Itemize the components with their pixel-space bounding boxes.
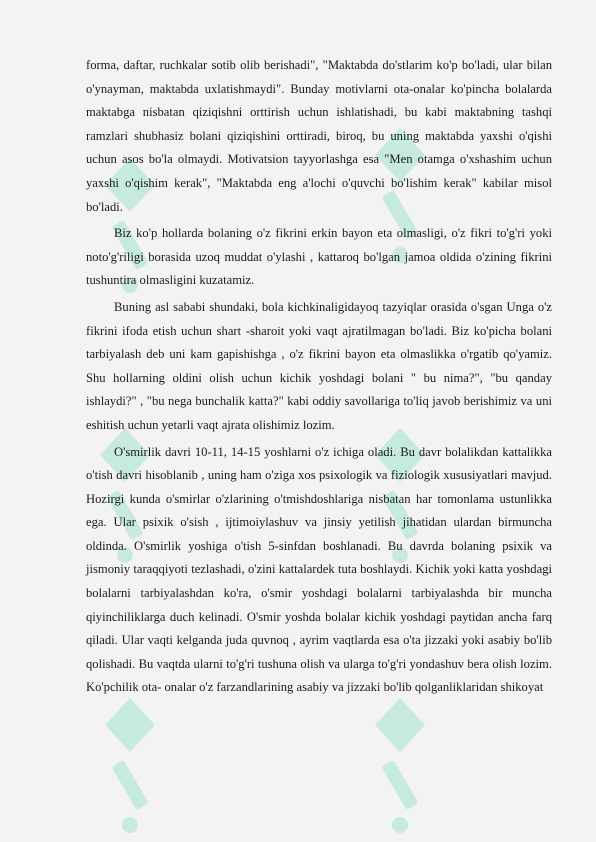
paragraph: Buning asl sababi shundaki, bola kichkinaligidayoq tazyiqlar orasida o'sgan Unga o'z fikrini ifoda etish uchun shart -sharoit yoki vaqt ajratilmagan bo'ladi. Biz ko'picha bolani tarbiyalash deb uni kam gapishishga , o'z fikrini bayon eta olmaslikka o'rgatib qo'yamiz. Shu hollarning oldini olish uchun kichik yoshdagi bolani " bu nima?", "bu qanday ishlaydi?" , "bu nega bunchalik katta?" kabi oddiy savollariga to'liq javob berishimiz va uni eshitish uchun yetarli vaqt ajrata olishimiz lozim.	[86, 299, 552, 432]
paragraph: O'smirlik davri 10-11, 14-15 yoshlarni o'z ichiga oladi. Bu davr bolalikdan kattalikka o'tish davri hisoblanib , uning ham o'ziga xos psixologik va fiziologik xususiyatlari mavjud. Hozirgi kunda o'smirlar o'zlarining o'tmishdoshlariga nisbatan har tomonlama ustunlikka ega. Ular psixik o'sish , ijtimoiylashuv va jinsiy yetilish jihatidan ulardan birmuncha oldinda. O'smirlik yoshiga o'tish 5-sinfdan boshlanadi. Bu davrda bolaning psixik va jismoniy taraqqiyoti tezlashadi, o'zini kattalardek tuta boshlaydi. Kichik yoki katta yoshdagi bolalarni tarbiyalashdan ko'ra, o'smir yoshdagi bolalarni tarbiyalashda bir muncha qiyinchiliklarga duch kelinadi. O'smir yoshda bolalar kichik yoshdagi paytidan ancha farq qiladi. Ular vaqti kelganda juda quvnoq , ayrim vaqtlarda esa o'ta jizzaki yoki asabiy bo'lib qolishadi. Bu vaqtda ularni to'g'ri tushuna olish va ularga to'g'ri yondashuv bera olish lozim. Ko'pchilik ota- onalar o'z farzandlarining asabiy va jizzaki bo'lib qolganliklaridan shikoyat	[86, 444, 552, 695]
watermark-logo-icon	[95, 690, 165, 840]
document-body	[86, 54, 552, 703]
watermark-logo-icon	[365, 690, 435, 840]
paragraph: Biz ko'p hollarda bolaning o'z fikrini erkin bayon eta olmasligi, o'z fikri to'g'ri yoki noto'g'riligi borasida uzoq muddat o'ylashi , kattaroq bo'lgan jamoa oldida o'zining fikrini tushuntira olmasligini kuzatamiz.	[86, 226, 552, 288]
paragraph-continuation: forma, daftar, ruchkalar sotib olib berishadi", "Maktabda do'stlarim ko'p bo'ladi, ular bilan o'ynayman, maktabda uxlatishmaydi". Bunday motivlarni ota-onalar ko'pincha bolalarda maktabga nisbatan qiziqishni orttirish uchun ishlatishadi, bu kabi maktabning tashqi ramzlari shubhasiz bolani qiziqishini orttiradi, biroq, bu uning maktabda yaxshi o'qishi uchun asos bo'la olmaydi. Motivatsion tayyorlashga esa "Men otamga o'xshashim uchun yaxshi o'qishim kerak", "Maktabda eng a'lochi o'quvchi bo'lishim kerak" kabilar misol bo'ladi.	[86, 58, 552, 214]
